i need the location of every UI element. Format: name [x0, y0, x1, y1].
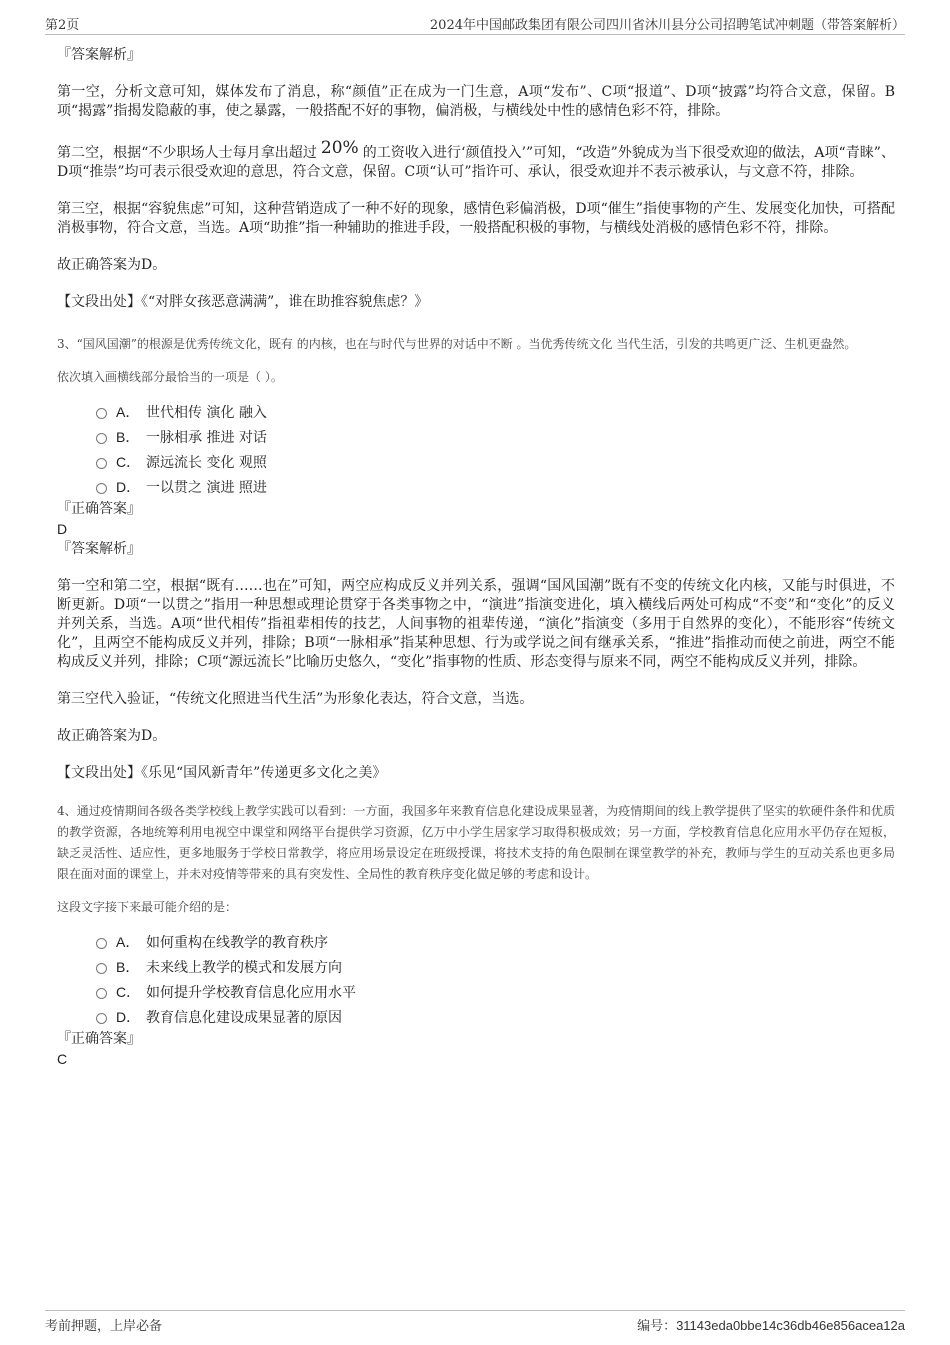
footer-slogan: 考前押题，上岸必备 [45, 1319, 163, 1334]
radio-icon[interactable] [96, 458, 107, 469]
question-4-options [57, 929, 895, 1029]
source-citation: 【文段出处】《“对胖女孩恶意满满”，谁在助推容貌焦虑？》 [57, 294, 429, 310]
page-footer [45, 1310, 905, 1335]
option-a[interactable]: A． 如何重构在线教学的教育秩序 [96, 929, 895, 954]
page-number: 第2页 [45, 18, 80, 33]
question-3-text: 3、“国风国潮”的根源是优秀传统文化，既有 的内核，也在与时代与世界的对话中不断 。当优秀传统文化 当代生活，引发的共鸣更广泛、生机更盎然。 [57, 337, 857, 351]
question-3-options [57, 399, 895, 499]
radio-icon[interactable] [96, 1013, 107, 1024]
document-title: 2024年中国邮政集团有限公司四川省沐川县分公司招聘笔试冲刺题（带答案解析） [429, 18, 905, 33]
analysis-text: 的工资收入进行‘颜值投入’”可知，“改造”外貌成为当下很受欢迎的做法，A项“青睐”、D项“推崇”均可表示很受欢迎的意思，符合文意，保留。C项“认可”指许可、承认，很受欢迎并不表示被承认，与文意不符，排除。 [57, 145, 896, 180]
analysis-conclusion: 故正确答案为D。 [57, 257, 167, 273]
radio-icon[interactable] [96, 433, 107, 444]
percent-value: 20% [320, 138, 359, 158]
analysis-paragraph: 第三空代入验证，“传统文化照进当代生活”为形象化表达，符合文意，当选。 [57, 691, 534, 707]
analysis-text: 第二空，根据“不少职场人士每月拿出超过 [57, 145, 317, 161]
page-header [45, 12, 905, 35]
correct-answer-heading: 『正确答案』 [57, 501, 141, 517]
option-a[interactable]: A． 世代相传 演化 融入 [96, 399, 895, 424]
correct-answer-value: C [57, 1051, 68, 1067]
option-c[interactable]: C． 如何提升学校教育信息化应用水平 [96, 979, 895, 1004]
correct-answer-value: D [57, 521, 68, 537]
radio-icon[interactable] [96, 963, 107, 974]
option-d[interactable]: D． 教育信息化建设成果显著的原因 [96, 1004, 895, 1029]
option-d[interactable]: D． 一以贯之 演进 照进 [96, 474, 895, 499]
document-body [57, 45, 895, 1069]
radio-icon[interactable] [96, 483, 107, 494]
radio-icon[interactable] [96, 408, 107, 419]
question-4-text: 4、通过疫情期间各级各类学校线上教学实践可以看到：一方面，我国多年来教育信息化建设成果显著，为疫情期间的线上教学提供了坚实的软硬件条件和优质的教学资源，各地统筹利用电视空中课堂和网络平台提供学习资源，亿万中小学生居家学习取得积极成效；另一方面，学校教育信息化应用水平仍存在短板，缺乏灵活性、适应性，更多地服务于学校日常教学，将应用场景设定在班级授课，将技术支持的角色限制在课堂教学的补充，教师与学生的互动关系也更多局限在面对面的课堂上，并未对疫情等带来的具有突发性、全局性的教育秩序变化做足够的考虑和设计。 [57, 804, 895, 881]
analysis-paragraph: 第一空，分析文意可知，媒体发布了消息，称“颜值”正在成为一门生意，A项“发布”、C项“报道”、D项“披露”均符合文意，保留。B项“揭露”指揭发隐蔽的事，使之暴露，一般搭配不好的事物，偏消极，与横线处中性的感情色彩不符，排除。 [57, 84, 895, 119]
analysis-heading: 『答案解析』 [57, 47, 141, 63]
option-c[interactable]: C． 源远流长 变化 观照 [96, 449, 895, 474]
question-3-prompt: 依次填入画横线部分最恰当的一项是（ ）。 [57, 370, 283, 384]
analysis-paragraph [57, 139, 895, 182]
option-b[interactable]: B． 一脉相承 推进 对话 [96, 424, 895, 449]
radio-icon[interactable] [96, 988, 107, 999]
analysis-paragraph: 第三空，根据“容貌焦虑”可知，这种营销造成了一种不好的现象，感情色彩偏消极，D项“催生”指使事物的产生、发展变化加快，可搭配消极事物，符合文意，当选。A项“助推”指一种辅助的推进手段，一般搭配积极的事物，与横线处消极的感情色彩不符，排除。 [57, 201, 895, 236]
source-citation: 【文段出处】《乐见“国风新青年”传递更多文化之美》 [57, 765, 387, 781]
analysis-paragraph: 第一空和第二空，根据“既有……也在”可知，两空应构成反义并列关系，强调“国风国潮”既有不变的传统文化内核，又能与时俱进，不断更新。D项“一以贯之”指用一种思想或理论贯穿于各类事物之中，“演进”指演变进化，填入横线后两处可构成“不变”和“变化”的反义并列关系，当选。A项“世代相传”指祖辈相传的技艺，人间事物的祖辈传递，“演化”指演变（多用于自然界的变化），不能形容“传统文化”，且两空不能构成反义并列，排除；B项“一脉相承”指某种思想、行为或学说之间有继承关系，“推进”指推动而使之前进，两空不能构成反义并列，排除；C项“源远流长”比喻历史悠久，“变化”指事物的性质、形态变得与原来不同，两空不能构成反义并列，排除。 [57, 578, 895, 670]
correct-answer-heading: 『正确答案』 [57, 1031, 141, 1047]
analysis-conclusion: 故正确答案为D。 [57, 728, 167, 744]
question-4-prompt: 这段文字接下来最可能介绍的是： [57, 900, 238, 914]
radio-icon[interactable] [96, 938, 107, 949]
analysis-heading: 『答案解析』 [57, 541, 141, 557]
option-b[interactable]: B． 未来线上教学的模式和发展方向 [96, 954, 895, 979]
document-code: 编号：31143eda0bbe14c36db46e856acea12a [637, 1318, 905, 1333]
